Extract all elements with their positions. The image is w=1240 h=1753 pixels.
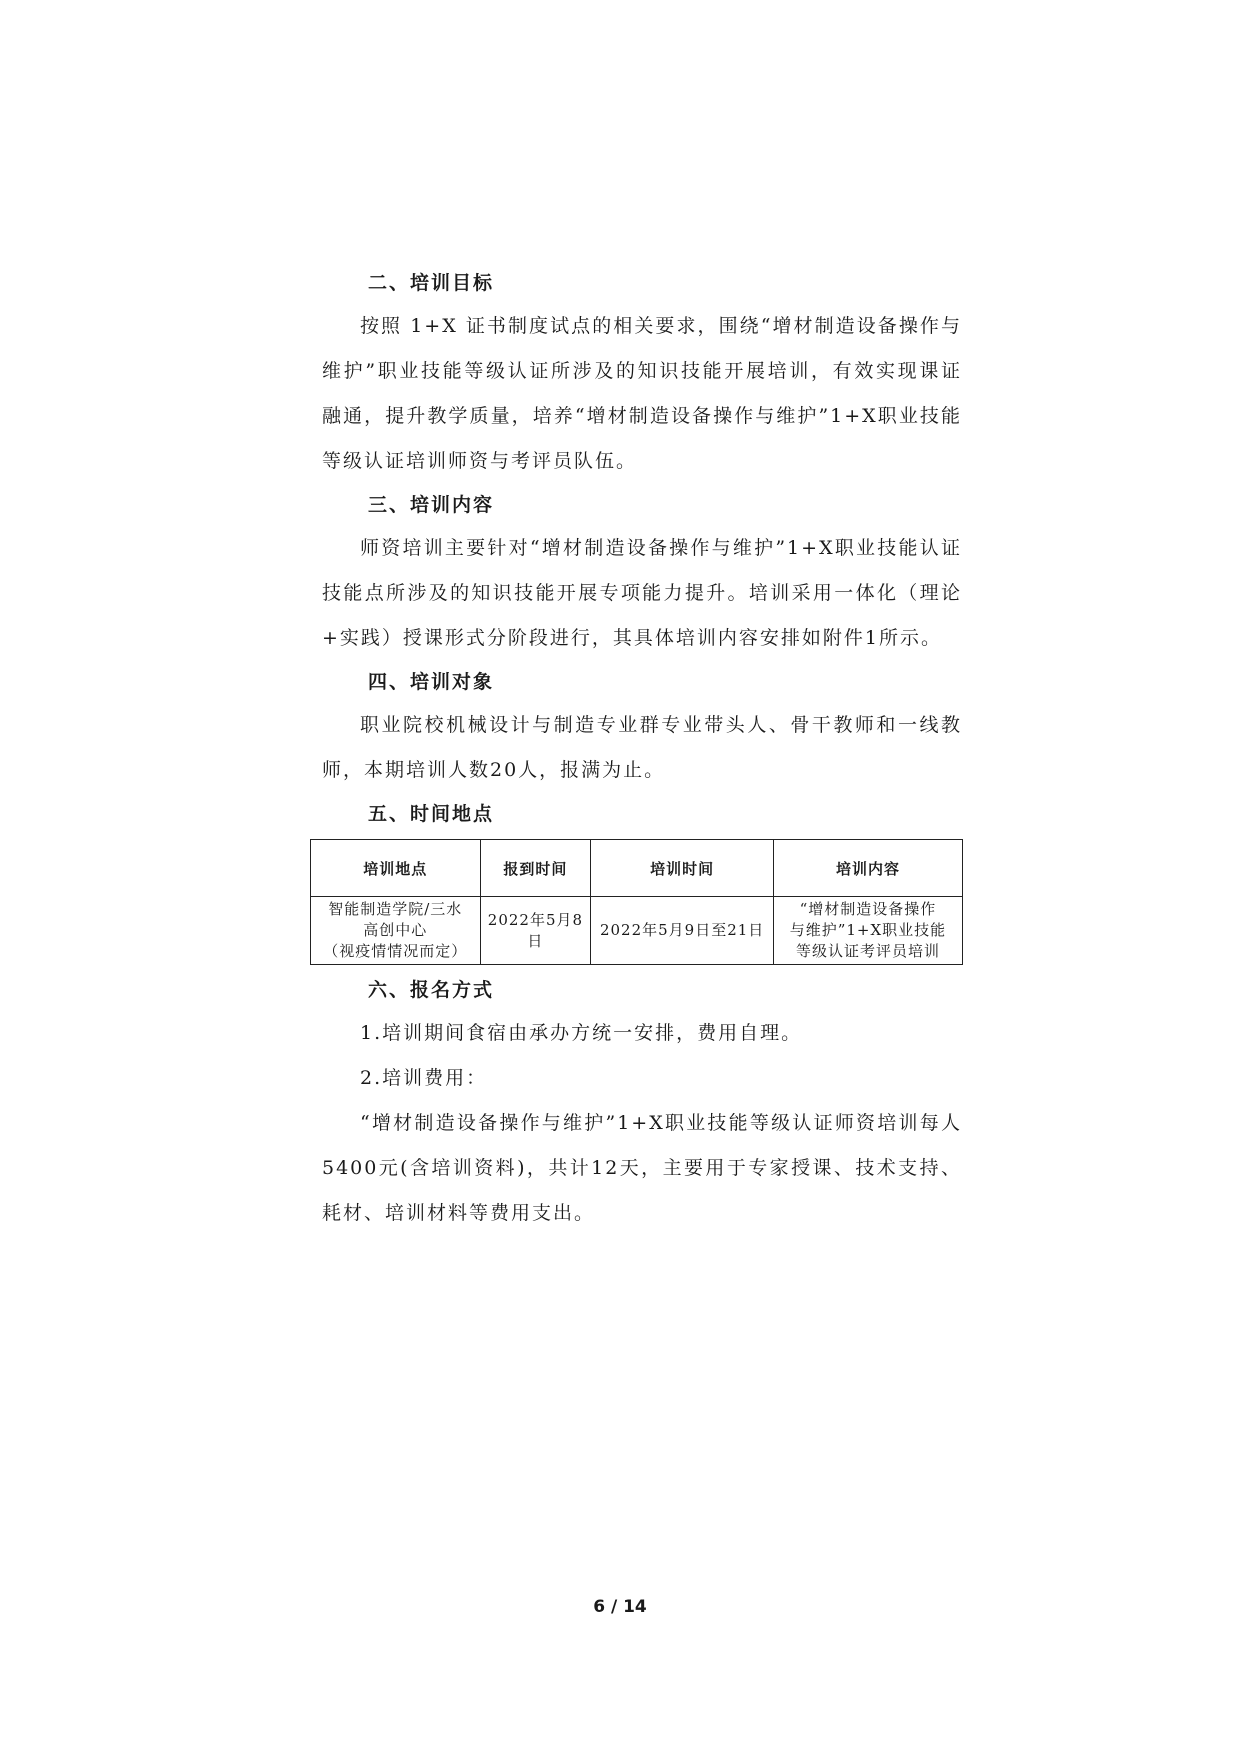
section-heading-training-target: 四、培训对象 — [368, 671, 495, 693]
cell-training-time: 2022年5月9日至21日 — [591, 897, 774, 965]
registration-item-1: 1.培训期间食宿由承办方统一安排，费用自理。 — [360, 1022, 803, 1044]
table-header-row — [311, 840, 963, 897]
section-heading-registration: 六、报名方式 — [368, 979, 495, 1001]
cell-training-content — [773, 897, 962, 965]
column-header-location: 培训地点 — [311, 840, 481, 897]
section-heading-training-content: 三、培训内容 — [368, 494, 495, 516]
schedule-table — [310, 839, 963, 965]
cell-line: 智能制造学院/三水 — [328, 900, 463, 918]
cell-line: （视疫情情况而定） — [323, 942, 468, 960]
training-target-paragraph — [322, 703, 962, 793]
cell-line: 等级认证考评员培训 — [795, 942, 940, 960]
page-number: 6 / 14 — [593, 1597, 647, 1617]
training-goal-paragraph — [322, 304, 962, 484]
text-line: 与维护”职业技能等级认证所涉及的知识技能开展培训，有效实现课 — [322, 315, 962, 382]
text-line: “增材制造设备操作与维护”1+X职业技能等级认证师资培训每 — [360, 1112, 941, 1134]
column-header-report-time: 报到时间 — [480, 840, 591, 897]
text-line: 技能等级认证培训师资与考评员队伍。 — [322, 405, 962, 472]
text-line: 人5400元(含培训资料)，共计12天，主要用于专家授课、技术支持、 — [322, 1112, 962, 1179]
cell-line: 高创中心 — [363, 921, 428, 939]
table-row — [311, 897, 963, 965]
text-line: 师，本期培训人数20人，报满为止。 — [322, 759, 666, 781]
training-fee-paragraph — [322, 1101, 962, 1236]
registration-item-2: 2.培训费用： — [360, 1067, 488, 1089]
cell-line: 与维护”1+X职业技能 — [789, 921, 947, 939]
cell-location — [311, 897, 481, 965]
section-heading-time-location: 五、时间地点 — [368, 803, 495, 825]
column-header-training-time: 培训时间 — [591, 840, 774, 897]
column-header-training-content: 培训内容 — [773, 840, 962, 897]
text-line: 证融通，提升教学质量，培养“增材制造设备操作与维护”1+X职业 — [322, 360, 962, 427]
training-content-paragraph — [322, 526, 962, 661]
text-line: 师资培训主要针对“增材制造设备操作与维护”1+X职业技能认 — [360, 537, 941, 559]
cell-line: “增材制造设备操作 — [799, 900, 937, 918]
text-line: 职业院校机械设计与制造专业群专业带头人、骨干教师和一线教 — [360, 714, 962, 736]
text-line: 论+实践）授课形式分阶段进行，其具体培训内容安排如附件1所示。 — [322, 582, 962, 649]
text-line: 证技能点所涉及的知识技能开展专项能力提升。培训采用一体化（理 — [322, 537, 962, 604]
cell-report-time: 2022年5月8日 — [480, 897, 591, 965]
section-heading-training-goal: 二、培训目标 — [368, 272, 495, 294]
text-line: 按照 1+X 证书制度试点的相关要求，围绕“增材制造设备操作 — [360, 315, 941, 337]
document-body — [322, 262, 962, 1236]
text-line: 耗材、培训材料等费用支出。 — [322, 1202, 596, 1224]
